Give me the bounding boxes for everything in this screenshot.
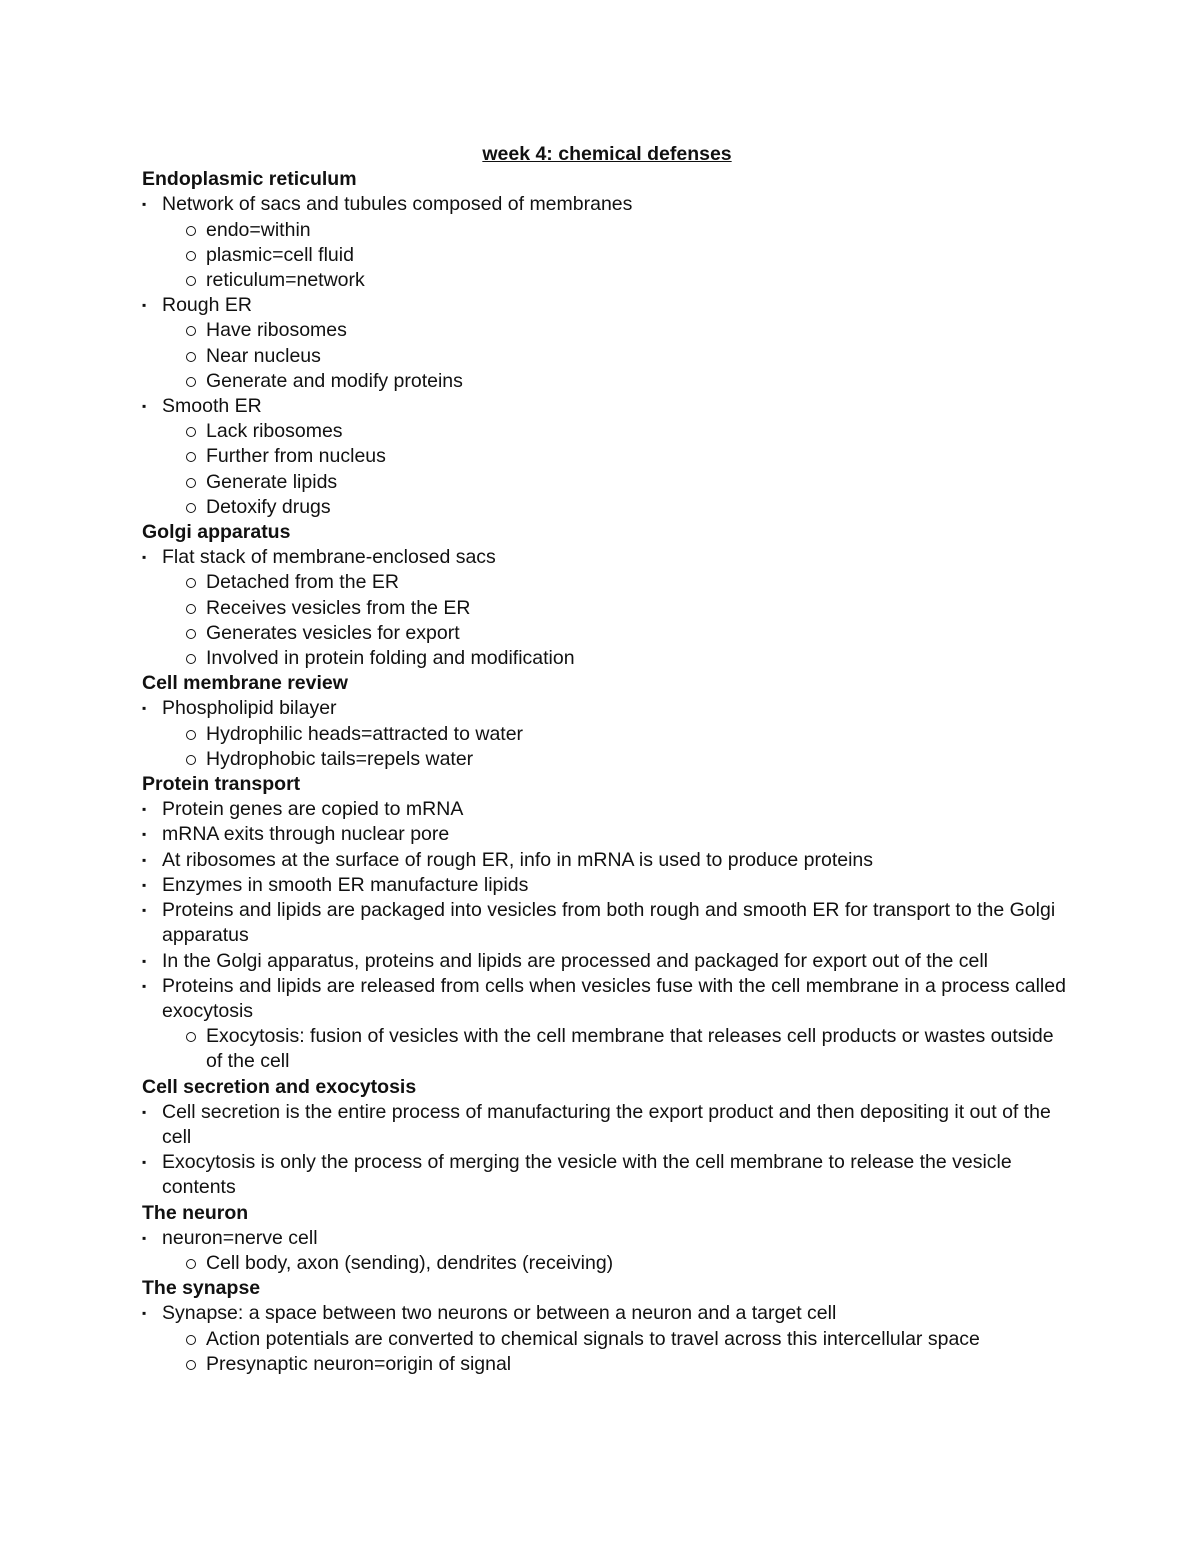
sub-bullet-item (142, 570, 1072, 595)
hollow-circle-bullet-icon (186, 226, 196, 236)
sub-bullet-text: Generates vesicles for export (206, 621, 460, 644)
hollow-circle-bullet-icon (186, 1360, 196, 1370)
section-heading: Golgi apparatus (142, 521, 291, 544)
section-heading: Endoplasmic reticulum (142, 168, 357, 191)
sub-bullet-item (142, 495, 1072, 520)
hollow-circle-bullet-icon (186, 352, 196, 362)
bullet-item (142, 394, 1072, 419)
sub-bullet-item (142, 621, 1072, 646)
bullet-item (142, 696, 1072, 721)
section-heading: The neuron (142, 1201, 249, 1224)
sub-bullet-item (142, 1251, 1072, 1276)
bullet-text: Rough ER (162, 294, 252, 317)
hollow-circle-bullet-icon (186, 730, 196, 740)
sub-bullet-text: Have ribosomes (206, 319, 347, 342)
sub-bullet-text: Generate and modify proteins (206, 369, 463, 392)
section-heading: The synapse (142, 1277, 261, 1300)
hollow-circle-bullet-icon (186, 377, 196, 387)
sub-bullet-text: Hydrophobic tails=repels water (206, 747, 474, 770)
bullet-item (142, 1150, 1072, 1200)
bullet-dot-icon: ▪ (142, 978, 147, 993)
hollow-circle-bullet-icon (186, 1032, 196, 1042)
bullet-item (142, 949, 1072, 974)
bullet-text: Protein genes are copied to mRNA (162, 798, 464, 821)
bullet-text: Enzymes in smooth ER manufacture lipids (162, 873, 529, 896)
hollow-circle-bullet-icon (186, 1335, 196, 1345)
sub-bullet-text: reticulum=network (206, 269, 365, 292)
bullet-text: Cell secretion is the entire process of manufacturing the export product and then depositing it out of the cell (162, 1100, 1051, 1148)
bullet-item (142, 797, 1072, 822)
hollow-circle-bullet-icon (186, 654, 196, 664)
bullet-item (142, 974, 1072, 1024)
bullet-item (142, 192, 1072, 217)
bullet-text: Proteins and lipids are released from cells when vesicles fuse with the cell membrane in a process called exocytosis (162, 974, 1066, 1022)
hollow-circle-bullet-icon (186, 604, 196, 614)
sub-bullet-text: Lack ribosomes (206, 420, 343, 443)
hollow-circle-bullet-icon (186, 1259, 196, 1269)
bullet-item (142, 822, 1072, 847)
sub-bullet-text: Detoxify drugs (206, 495, 331, 518)
sub-bullet-text: Cell body, axon (sending), dendrites (receiving) (206, 1251, 614, 1274)
sub-bullet-item (142, 419, 1072, 444)
sub-bullet-text: Further from nucleus (206, 445, 386, 468)
section-heading: Cell secretion and exocytosis (142, 1075, 417, 1098)
bullet-text: mRNA exits through nuclear pore (162, 823, 450, 846)
bullet-text: Flat stack of membrane-enclosed sacs (162, 546, 496, 569)
bullet-text: In the Golgi apparatus, proteins and lipids are processed and packaged for export out of the cell (162, 949, 989, 972)
bullet-dot-icon: ▪ (142, 903, 147, 918)
hollow-circle-bullet-icon (186, 629, 196, 639)
sub-bullet-item (142, 646, 1072, 671)
bullet-dot-icon: ▪ (142, 852, 147, 867)
bullet-text: At ribosomes at the surface of rough ER, info in mRNA is used to produce proteins (162, 848, 874, 871)
sub-bullet-item (142, 318, 1072, 343)
sub-bullet-item (142, 1024, 1072, 1074)
sub-bullet-text: Action potentials are converted to chemical signals to travel across this intercellular space (206, 1327, 980, 1350)
bullet-dot-icon: ▪ (142, 1104, 147, 1119)
bullet-dot-icon: ▪ (142, 1306, 147, 1321)
sub-bullet-text: Presynaptic neuron=origin of signal (206, 1352, 512, 1375)
sub-bullet-text: Exocytosis: fusion of vesicles with the cell membrane that releases cell products or wastes outside of the cell (206, 1025, 1054, 1073)
bullet-dot-icon: ▪ (142, 1155, 147, 1170)
sections-container (142, 167, 1072, 1377)
bullet-dot-icon: ▪ (142, 1230, 147, 1245)
bullet-text: Network of sacs and tubules composed of membranes (162, 193, 633, 216)
bullet-dot-icon: ▪ (142, 953, 147, 968)
sub-bullet-item (142, 722, 1072, 747)
sub-bullet-item (142, 596, 1072, 621)
sub-bullet-item (142, 1352, 1072, 1377)
sub-bullet-text: endo=within (206, 218, 311, 241)
bullet-item (142, 545, 1072, 570)
page-title: week 4: chemical defenses (482, 143, 732, 165)
bullet-text: Smooth ER (162, 395, 262, 418)
sub-bullet-item (142, 470, 1072, 495)
bullet-item (142, 848, 1072, 873)
sub-bullet-item (142, 369, 1072, 394)
sub-bullet-text: plasmic=cell fluid (206, 243, 354, 266)
sub-bullet-item (142, 747, 1072, 772)
hollow-circle-bullet-icon (186, 276, 196, 286)
sub-bullet-item (142, 444, 1072, 469)
section-heading: Cell membrane review (142, 672, 348, 695)
bullet-dot-icon: ▪ (142, 197, 147, 212)
sub-bullet-text: Involved in protein folding and modification (206, 647, 575, 670)
sub-bullet-text: Hydrophilic heads=attracted to water (206, 722, 524, 745)
section-heading: Protein transport (142, 773, 301, 796)
bullet-item (142, 898, 1072, 948)
sub-bullet-item (142, 268, 1072, 293)
bullet-item (142, 873, 1072, 898)
bullet-item (142, 293, 1072, 318)
hollow-circle-bullet-icon (186, 478, 196, 488)
bullet-text: neuron=nerve cell (162, 1226, 318, 1249)
sub-bullet-item (142, 344, 1072, 369)
sub-bullet-text: Generate lipids (206, 470, 338, 493)
bullet-text: Proteins and lipids are packaged into vesicles from both rough and smooth ER for transport to the Golgi apparatus (162, 899, 1056, 947)
hollow-circle-bullet-icon (186, 427, 196, 437)
bullet-dot-icon: ▪ (142, 399, 147, 414)
hollow-circle-bullet-icon (186, 326, 196, 336)
hollow-circle-bullet-icon (186, 578, 196, 588)
document-body (142, 142, 1072, 1377)
bullet-dot-icon: ▪ (142, 298, 147, 313)
hollow-circle-bullet-icon (186, 755, 196, 765)
bullet-text: Exocytosis is only the process of merging the vesicle with the cell membrane to release the vesicle contents (162, 1151, 1012, 1199)
hollow-circle-bullet-icon (186, 251, 196, 261)
sub-bullet-text: Detached from the ER (206, 571, 399, 594)
bullet-item (142, 1301, 1072, 1326)
bullet-text: Phospholipid bilayer (162, 697, 337, 720)
bullet-dot-icon: ▪ (142, 827, 147, 842)
bullet-item (142, 1226, 1072, 1251)
hollow-circle-bullet-icon (186, 503, 196, 513)
bullet-dot-icon: ▪ (142, 550, 147, 565)
sub-bullet-item (142, 1327, 1072, 1352)
bullet-dot-icon: ▪ (142, 701, 147, 716)
sub-bullet-item (142, 218, 1072, 243)
bullet-item (142, 1100, 1072, 1150)
bullet-dot-icon: ▪ (142, 802, 147, 817)
sub-bullet-text: Receives vesicles from the ER (206, 596, 471, 619)
hollow-circle-bullet-icon (186, 452, 196, 462)
bullet-text: Synapse: a space between two neurons or between a neuron and a target cell (162, 1302, 837, 1325)
sub-bullet-item (142, 243, 1072, 268)
bullet-dot-icon: ▪ (142, 877, 147, 892)
sub-bullet-text: Near nucleus (206, 344, 321, 367)
